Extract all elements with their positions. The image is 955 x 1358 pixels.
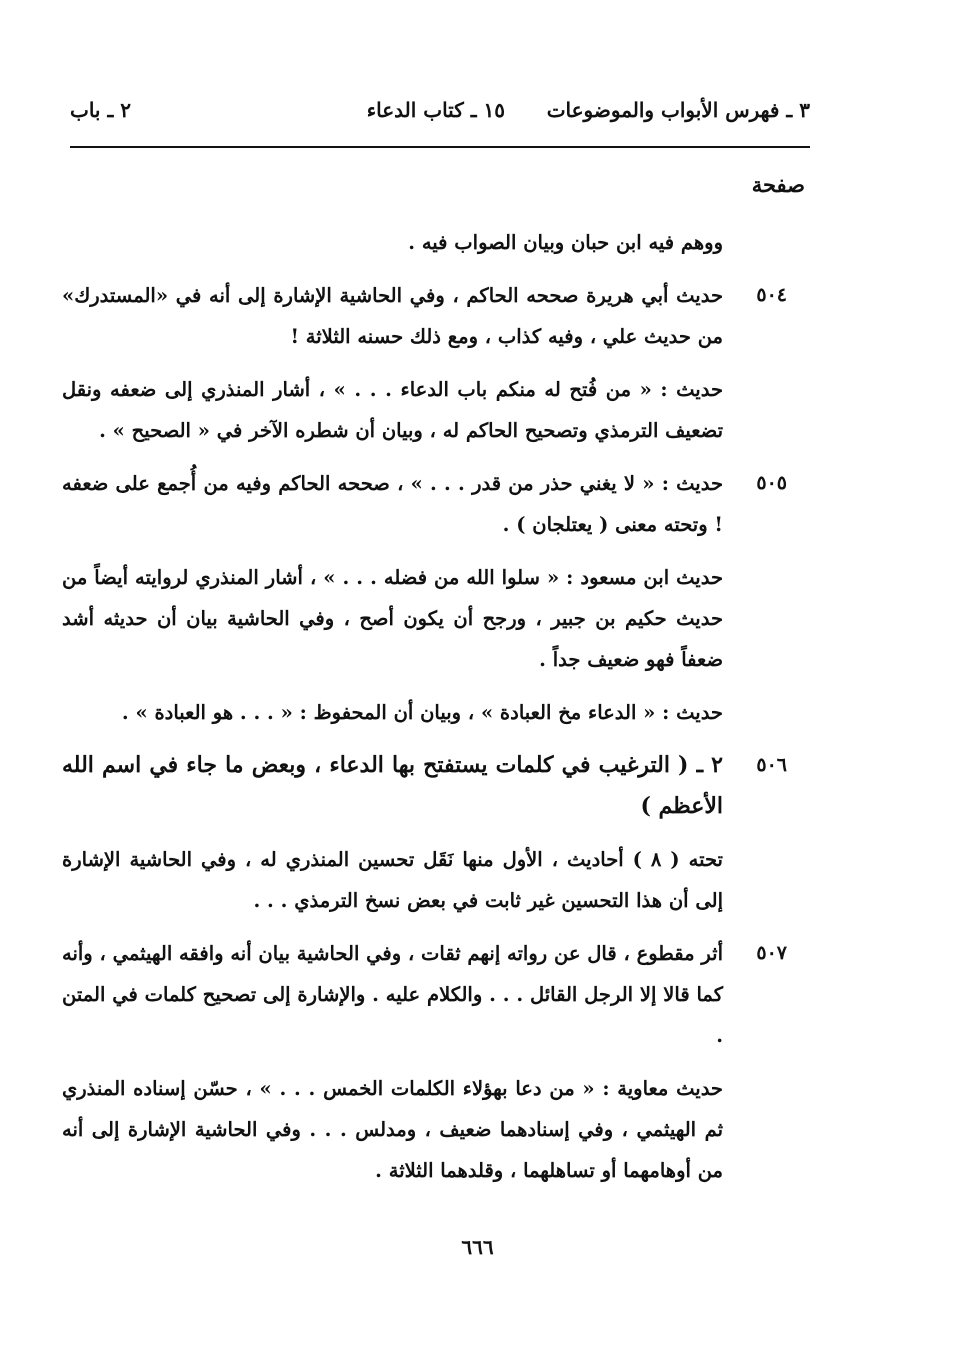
- entry-text: حديث ابن مسعود : « سلوا الله من فضله . . . » ، أشار المنذري لروايته أيضاً من حديث حكيم بن جبير ، ورجح أن يكون أصح ، وفي الحاشية بيان أن حديثه أشد ضعفاً فهو ضعيف جداً .: [62, 566, 723, 671]
- entry-text: حديث أبي هريرة صححه الحاكم ، وفي الحاشية الإشارة إلى أنه في «المستدرك» من حديث علي ، وفيه كذاب ، ومع ذلك حسنه الثلاثة !: [62, 284, 723, 348]
- index-entry: [62, 933, 807, 1056]
- index-entry: [62, 839, 807, 921]
- entry-text: حديث : « من فُتح له منكم باب الدعاء . . . » ، أشار المنذري إلى ضعفه ونقل تضعيف الترمذي وتصحيح الحاكم له ، وبيان أن شطره الآخر في « الصحيح » .: [62, 378, 723, 442]
- index-entries: [62, 222, 807, 1203]
- index-entry: [62, 463, 807, 545]
- index-entry: [62, 745, 807, 827]
- page-column-label: صفحة: [751, 172, 805, 197]
- header-chapter: ٢ ـ باب: [70, 98, 132, 122]
- entry-text: حديث معاوية : « من دعا بهؤلاء الكلمات الخمس . . . » ، حسّن إسناده المنذري ثم الهيثمي ، وفي إسنادهما ضعيف ، ومدلس . . . وفي الحاشية الإشارة إلى أنه من أوهامهما أو تساهلهما ، وقلدهما الثلاثة .: [62, 1077, 723, 1182]
- entry-text: أثر مقطوع ، قال عن رواته إنهم ثقات ، وفي الحاشية بيان أنه وافقه الهيثمي ، وأنه كما قالا إلا الرجل القائل . . . والكلام عليه . والإشارة إلى تصحيح كلمات في المتن .: [62, 942, 723, 1047]
- header-section-title: ٣ ـ فهرس الأبواب والموضوعات: [546, 98, 810, 122]
- running-header: [70, 98, 810, 138]
- page-number: ٦٦٦: [461, 1235, 494, 1259]
- entry-text: حديث : « الدعاء مخ العبادة » ، وبيان أن المحفوظ : « . . . هو العبادة » .: [121, 701, 723, 724]
- page-ref-number: ٥٠٤: [756, 284, 787, 306]
- index-entry: [62, 557, 807, 680]
- page-ref-number: ٥٠٦: [756, 754, 787, 776]
- index-entry: [62, 369, 807, 451]
- entry-text: ووهم فيه ابن حبان وبيان الصواب فيه .: [408, 231, 723, 254]
- entry-text: تحته ( ٨ ) أحاديث ، الأول منها نَقَل تحسين المنذري له ، وفي الحاشية الإشارة إلى أن هذا التحسين غير ثابت في بعض نسخ الترمذي . . .: [62, 848, 723, 912]
- index-entry: [62, 222, 807, 263]
- header-book-title: ١٥ ـ كتاب الدعاء: [366, 98, 505, 122]
- index-entry: [62, 692, 807, 733]
- entry-text: حديث : « لا يغني حذر من قدر . . . » ، صححه الحاكم وفيه من أُجمع على ضعفه ! وتحته معنى ( يعتلجان ) .: [62, 472, 723, 536]
- index-entry: [62, 1068, 807, 1191]
- chapter-heading: ٢ ـ ( الترغيب في كلمات يستفتح بها الدعاء ، وبعض ما جاء في اسم الله الأعظم ): [62, 752, 723, 819]
- page-ref-number: ٥٠٧: [756, 942, 787, 964]
- page-ref-number: ٥٠٥: [756, 472, 787, 494]
- header-rule: [70, 146, 810, 148]
- index-entry: [62, 275, 807, 357]
